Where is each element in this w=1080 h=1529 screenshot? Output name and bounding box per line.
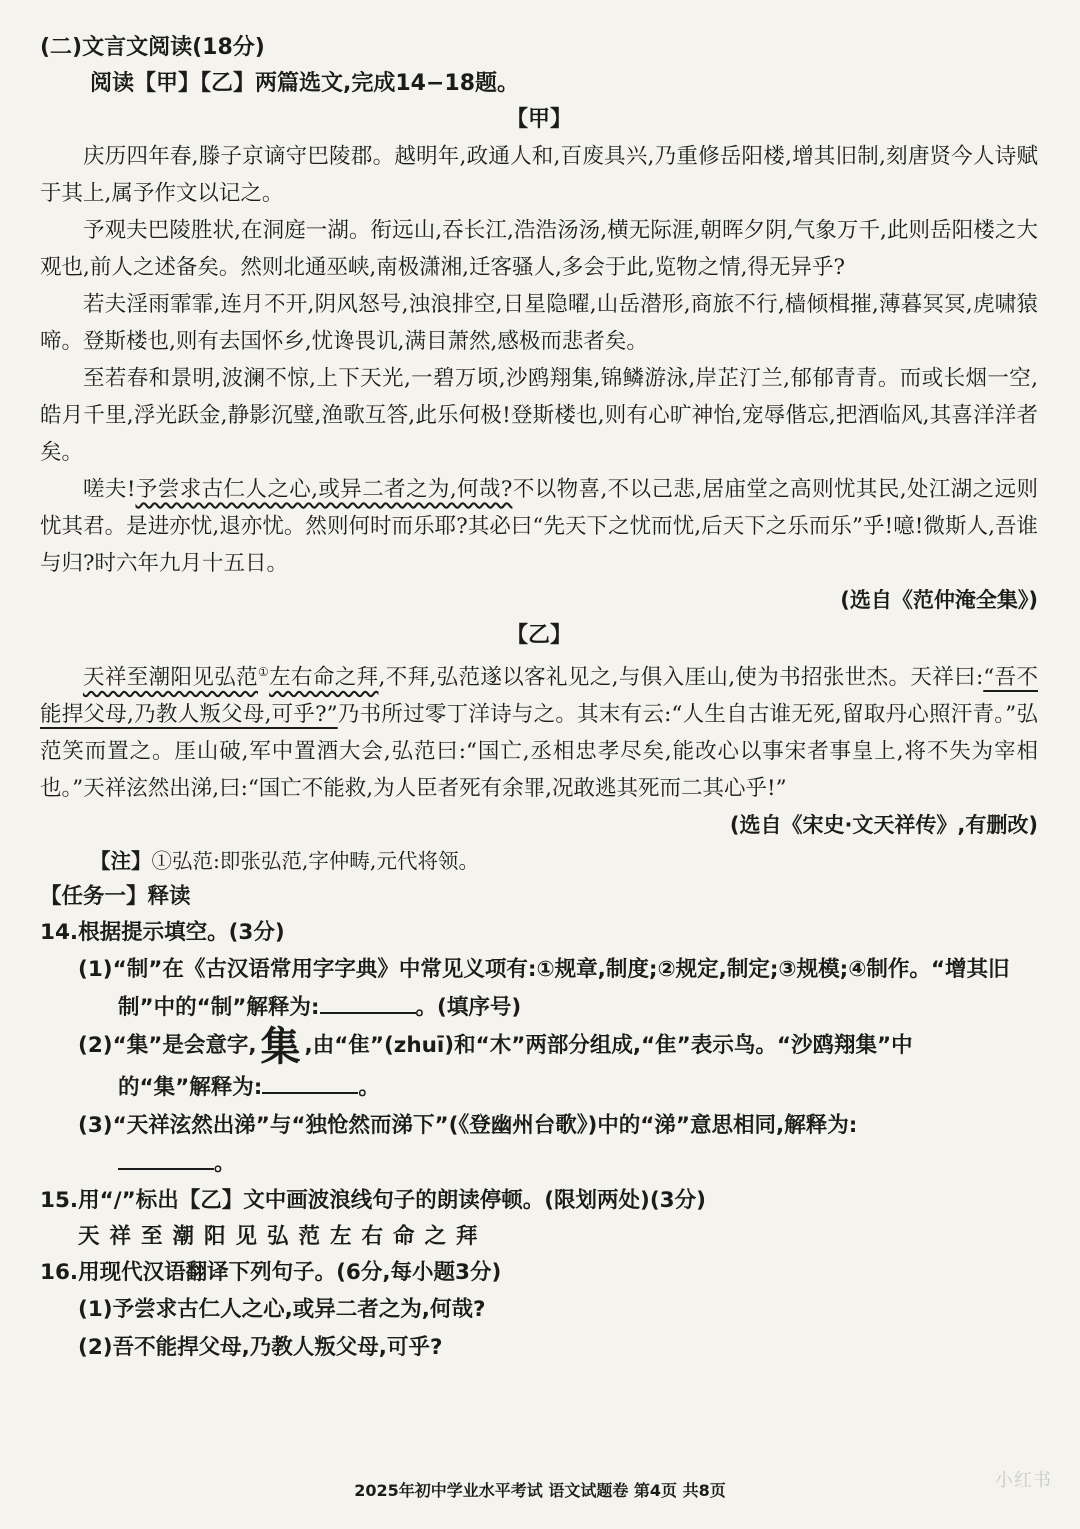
note-text: ①弘范:即张弘范,字仲畴,元代将领。 bbox=[151, 849, 479, 874]
yi-source: (选自《宋史·文天祥传》,有删改) bbox=[729, 813, 1038, 838]
answer-blank-14-3[interactable] bbox=[118, 1150, 214, 1170]
q14-s2-end: 。 bbox=[358, 1075, 380, 1101]
q14-sub-2-cont bbox=[40, 1069, 1038, 1107]
jia-underlined-sentence: 予尝求古仁人之心,或异二者之为,何哉? bbox=[135, 477, 513, 502]
q16-sub-2: (2)吾不能捍父母,乃教人叛父母,可乎? bbox=[78, 1335, 443, 1361]
q14-sub-1 bbox=[40, 951, 1038, 1027]
jia-paragraph-3: 若夫淫雨霏霏,连月不开,阴风怒号,浊浪排空,日星隐曜,山岳潜形,商旅不行,樯倾楫摧,薄暮冥冥,虎啸猿啼。登斯楼也,则有去国怀乡,忧谗畏讥,满目萧然,感极而悲者矣。 bbox=[40, 292, 1038, 354]
task-1-heading: 【任务一】释读 bbox=[40, 884, 191, 910]
yi-wavy-part-2: 左右命之拜 bbox=[269, 665, 379, 691]
page-footer: 2025年初中学业水平考试 语文试题卷 第4页 共8页 bbox=[354, 1481, 726, 1500]
q14-s2-text: (2)“集”是会意字, bbox=[78, 1033, 257, 1059]
note-mark: ① bbox=[257, 665, 270, 679]
ancient-ji-glyph: 集 bbox=[260, 1024, 301, 1071]
q14-sub-2 bbox=[40, 1024, 1038, 1071]
annotation bbox=[40, 843, 1038, 879]
question-16-title: 16.用现代汉语翻译下列句子。(6分,每小题3分) bbox=[40, 1260, 502, 1286]
yi-wavy-part-1: 天祥至潮阳见弘范 bbox=[83, 665, 258, 691]
q14-s2-text-2: ,由“隹”(zhuī)和“木”两部分组成,“隹”表示鸟。“沙鸥翔集”中 bbox=[304, 1033, 913, 1059]
q14-s1-tail: 。(填序号) bbox=[415, 995, 522, 1021]
jia-paragraph-4: 至若春和景明,波澜不惊,上下天光,一碧万顷,沙鸥翔集,锦鳞游泳,岸芷汀兰,郁郁青青。而或长烟一空,皓月千里,浮光跃金,静影沉璧,渔歌互答,此乐何极!登斯楼也,则有心旷神怡,宠辱偕忘,把酒临风,其喜洋洋者矣。 bbox=[40, 366, 1038, 465]
jia-paragraph-1: 庆历四年春,滕子京谪守巴陵郡。越明年,政通人和,百废具兴,乃重修岳阳楼,增其旧制,刻唐贤今人诗赋于其上,属予作文以记之。 bbox=[40, 144, 1038, 206]
note-label: 【注】 bbox=[90, 849, 152, 874]
jia-p5-start: 嗟夫! bbox=[83, 477, 136, 502]
q14-s2-text-3: 的“集”解释为: bbox=[118, 1075, 263, 1101]
q14-s1-text: (1)“制”在《古汉语常用字字典》中常见义项有:①规章,制度;②规定,制定;③规模;④制作。“增其旧制”中的“制”解释为: bbox=[78, 957, 1010, 1021]
q14-s3-end: 。 bbox=[214, 1151, 236, 1177]
answer-blank-14-2[interactable] bbox=[262, 1074, 358, 1094]
q16-sub-1: (1)予尝求古仁人之心,或异二者之为,何哉? bbox=[78, 1297, 486, 1323]
jia-source: (选自《范仲淹全集》) bbox=[840, 588, 1038, 612]
q14-s3-text: (3)“天祥泫然出涕”与“独怆然而涕下”(《登幽州台歌》)中的“涕”意思相同,解释为: bbox=[78, 1113, 858, 1139]
jia-heading: 【甲】 bbox=[505, 107, 572, 132]
q15-sentence: 天祥至潮阳见弘范左右命之拜 bbox=[78, 1224, 488, 1250]
jia-paragraph-5 bbox=[40, 471, 1038, 582]
question-14-title: 14.根据提示填空。(3分) bbox=[40, 920, 285, 946]
question-15-title: 15.用“/”标出【乙】文中画波浪线句子的朗读停顿。(限划两处)(3分) bbox=[40, 1188, 706, 1214]
q14-sub-3-blank-line bbox=[40, 1145, 1038, 1183]
yi-text-2: 乃书所过零丁洋诗与之。其末有云:“人生自古谁无死,留取丹心照汗青。”弘范笑而置之。厓山破,军中置酒大会,弘范曰:“国亡,丞相忠孝尽矣,能改心以事宋者事皇上,将不失为宰相也。”天祥泫然出涕,曰:“国亡不能救,为人臣者死有余罪,况敢逃其死而二其心乎!” bbox=[40, 702, 1038, 802]
yi-text-1: ,不拜,弘范遂以客礼见之,与俱入厓山,使为书招张世杰。天祥曰: bbox=[378, 665, 984, 691]
instruction: 阅读【甲】【乙】两篇选文,完成14−18题。 bbox=[90, 71, 520, 96]
jia-paragraph-2: 予观夫巴陵胜状,在洞庭一湖。衔远山,吞长江,浩浩汤汤,横无际涯,朝晖夕阴,气象万千,此则岳阳楼之大观也,前人之述备矣。然则北通巫峡,南极潇湘,迁客骚人,多会于此,览物之情,得无异乎? bbox=[40, 218, 1038, 280]
q14-sub-3 bbox=[40, 1107, 1038, 1145]
watermark: 小红书 bbox=[995, 1470, 1052, 1491]
section-title: (二)文言文阅读(18分) bbox=[40, 35, 265, 60]
yi-paragraph bbox=[40, 654, 1038, 807]
answer-blank-14-1[interactable] bbox=[320, 994, 416, 1014]
jia-p5-rest: 不以物喜,不以己悲,居庙堂之高则忧其民,处江湖之远则忧其君。是进亦忧,退亦忧。然则何时而乐耶?其必曰“先天下之忧而忧,后天下之乐而乐”乎!噫!微斯人,吾谁与归?时六年九月十五日。 bbox=[40, 477, 1038, 576]
yi-heading: 【乙】 bbox=[505, 623, 572, 648]
yi-underlined-sentence: “吾不能捍父母,乃教人叛父母,可乎?” bbox=[40, 665, 1038, 728]
